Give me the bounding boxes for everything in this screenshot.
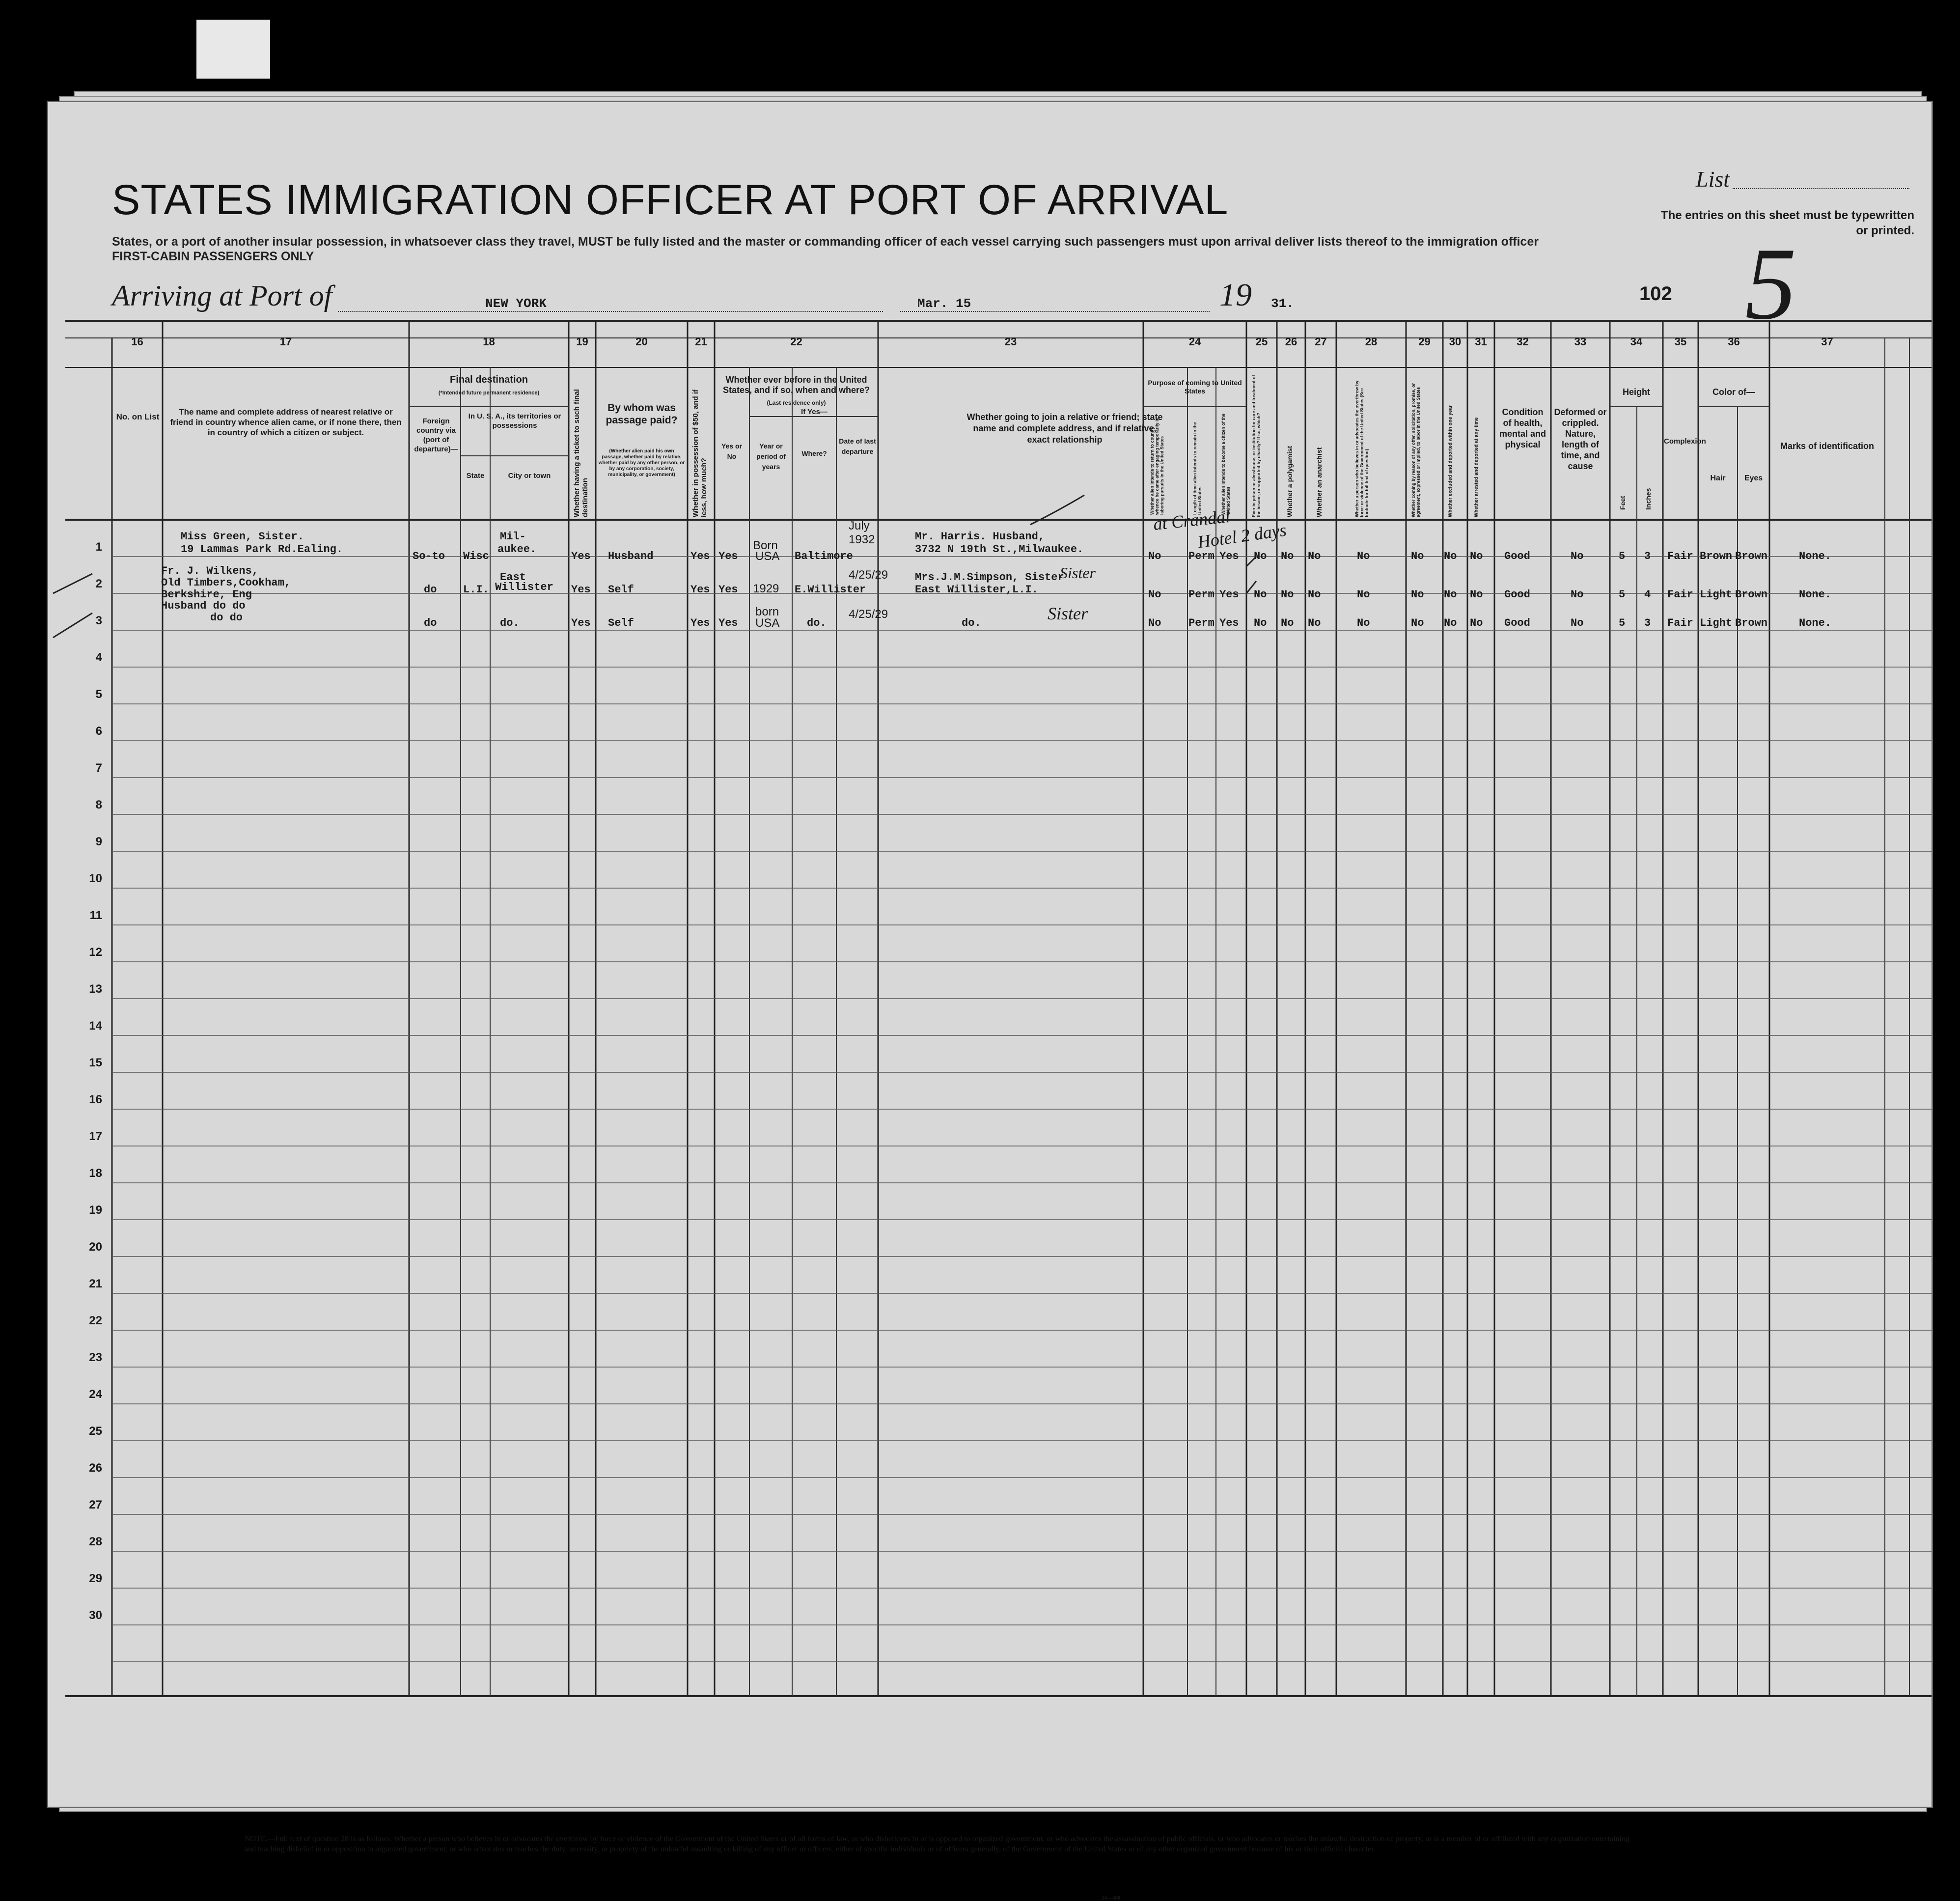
header-col-18-sub: (*Intended future permanent residence) [438, 390, 540, 396]
row-number: 11 [89, 909, 102, 922]
row-number: 9 [95, 835, 102, 848]
row-number: 16 [89, 1093, 102, 1106]
row-number: 15 [89, 1056, 102, 1069]
prison: No [1254, 550, 1267, 562]
ticket: Yes [571, 617, 591, 629]
row-number: 23 [89, 1351, 102, 1364]
complexion: Fair [1667, 617, 1693, 629]
handwritten-note: at Crandal [1152, 506, 1231, 534]
joining-name: do. [962, 617, 981, 629]
row-number: 17 [89, 1130, 102, 1143]
dest-city: do. [500, 617, 520, 629]
last-departure: 4/25/29 [849, 568, 888, 582]
citizen-intent: Yes [1219, 550, 1239, 562]
col-number: 17 [279, 335, 292, 348]
hair-color: Brown [1700, 550, 1733, 562]
col-number: 20 [635, 335, 648, 348]
dest-state: Wisc [463, 550, 489, 562]
polygamist: No [1281, 550, 1294, 562]
row-number: 24 [89, 1388, 102, 1401]
eye-color: Brown [1735, 588, 1768, 601]
health: Good [1504, 550, 1530, 562]
complexion: Fair [1667, 550, 1693, 562]
header-col-22-year: Year or period of years [756, 442, 786, 471]
port-field-line [338, 311, 883, 312]
row-number: 18 [89, 1167, 102, 1180]
col-number: 30 [1449, 335, 1462, 348]
sheet-number: 5 [1745, 227, 1796, 341]
relative-address: 19 Lammas Park Rd.Ealing. [181, 543, 343, 556]
joining-address: 3732 N 19th St.,Milwaukee. [915, 543, 1084, 556]
excluded: No [1444, 617, 1457, 629]
row-number: 27 [89, 1498, 102, 1511]
height-inches: 4 [1644, 588, 1651, 601]
header-col-28: Whether a person who believes in or advocates the overthrow by force or violence of the Government of the United States (See footnote for full text of question) [1354, 380, 1369, 517]
header-col-18-usa: In U. S. A., its territories or possessions [468, 412, 561, 430]
col-number: 29 [1418, 335, 1431, 348]
col-number: 16 [131, 335, 143, 348]
year-before-cont: USA [755, 550, 780, 563]
header-col-27: Whether an anarchist [1315, 447, 1323, 517]
height-inches: 3 [1644, 617, 1651, 629]
relative-address-cont: Berkshire, Eng [161, 588, 252, 601]
handwritten-note: Sister [1048, 604, 1088, 623]
header-col-24-length: Length of time alien intends to remain in the United States [1192, 421, 1202, 515]
row-number: 10 [89, 872, 102, 885]
col-number: 27 [1315, 335, 1327, 348]
complexion: Fair [1667, 588, 1693, 601]
header-col-20: By whom was passage paid? [606, 402, 678, 426]
header-col-18-foreign: Foreign country via (port of departure)— [414, 417, 458, 453]
before-in-us: Yes [718, 617, 738, 629]
col-number: 21 [695, 335, 707, 348]
form-number: 14—480 [1102, 1895, 1121, 1901]
stamp-number: 102 [1639, 283, 1672, 305]
col-number: 31 [1475, 335, 1487, 348]
header-col-18-city: City or town [508, 472, 551, 480]
header-col-23: Whether going to join a relative or friend; state name and complete address, and if relative, exact relationship [966, 412, 1163, 445]
dest-city: Mil- [500, 531, 526, 543]
row-number: 3 [95, 614, 102, 627]
col-number: 18 [483, 335, 495, 348]
deformed: No [1571, 617, 1584, 629]
citizen-intent: Yes [1219, 588, 1239, 601]
row-number: 19 [89, 1203, 102, 1217]
header-col-18-state: State [466, 472, 485, 480]
foreign-port: do [424, 617, 437, 629]
row-number: 6 [95, 725, 102, 738]
anarchist: No [1308, 550, 1321, 562]
table-grid [48, 102, 1932, 1807]
col-number: 36 [1728, 335, 1740, 348]
header-col-17: The name and complete address of nearest relative or friend in country whence alien came, or if none there, then in country of which a citizen or subject. [170, 407, 402, 437]
polygamist: No [1281, 617, 1294, 629]
header-col-24: Purpose of coming to United States [1148, 379, 1242, 395]
money: Yes [690, 550, 710, 562]
header-col-18: Final destination [450, 374, 528, 385]
row-number: 2 [95, 577, 102, 590]
header-col-34-feet: Feet [1619, 496, 1627, 510]
excluded: No [1444, 550, 1457, 562]
manifest-sheet [47, 101, 1933, 1901]
header-col-32: Condition of health, mental and physical [1499, 407, 1546, 449]
foreign-port: do [424, 584, 437, 596]
return-intent: No [1148, 617, 1161, 629]
length-of-stay: Perm [1188, 617, 1215, 629]
labor-offer: No [1411, 550, 1424, 562]
year-suffix: 31. [1271, 296, 1294, 311]
eye-color: Brown [1735, 617, 1768, 629]
header-col-21: Whether in possession of $50, and if less, how much? [691, 389, 708, 517]
health: Good [1504, 588, 1530, 601]
header-col-35: Complexion [1664, 437, 1706, 446]
header-col-31: Whether arrested and deported at any time [1474, 417, 1479, 517]
relative-address: Old Timbers,Cookham, [161, 577, 291, 589]
first-cabin-label: FIRST-CABIN PASSENGERS ONLY [112, 250, 314, 263]
row-number: 22 [89, 1314, 102, 1327]
header-col-25: Ever in prison or almshouse, or institution for care and treatment of the insane, or supported by charity? If so, which? [1251, 375, 1261, 517]
year-before: 1929 [753, 582, 779, 595]
prison: No [1254, 588, 1267, 601]
identification-marks: None. [1799, 617, 1832, 629]
row-number: 4 [95, 651, 102, 664]
height-feet: 5 [1619, 550, 1626, 562]
hair-color: Light [1700, 617, 1733, 629]
where-before: do. [807, 617, 827, 629]
money: Yes [690, 584, 710, 596]
last-departure-cont: 1932 [849, 533, 875, 546]
header-col-30: Whether excluded and deported within one year [1448, 405, 1453, 517]
health: Good [1504, 617, 1530, 629]
header-col-36-eyes: Eyes [1744, 474, 1763, 482]
deformed: No [1571, 588, 1584, 601]
year-prefix: 19 [1219, 277, 1252, 313]
identification-marks: None. [1799, 550, 1832, 562]
header-col-22-sub: (Last residence only) [767, 399, 826, 406]
col-number: 24 [1188, 335, 1201, 348]
relative-name: Husband do do [161, 600, 246, 612]
where-before: E.Willister [795, 584, 866, 596]
document-title: STATES IMMIGRATION OFFICER AT PORT OF ARRIVAL [112, 176, 1229, 224]
year-before: Born [753, 539, 778, 552]
passage-paid-by: Self [608, 584, 634, 596]
header-no-on-list: No. on List [116, 412, 160, 421]
relative-name: Fr. J. Wilkens, [161, 565, 259, 577]
col-number: 37 [1821, 335, 1833, 348]
header-col-22-yesno: Yes or No [721, 442, 743, 460]
header-col-24-citizen: Whether alien intends to become a citizen of the United States [1221, 413, 1231, 515]
ticket: Yes [571, 550, 591, 562]
excluded: No [1444, 588, 1457, 601]
header-col-29: Whether coming by reason of any offer, solicitation, promise, or agreement, expressed or implied, to labor in the United States [1411, 383, 1421, 517]
eye-color: Brown [1735, 550, 1768, 562]
col-number: 28 [1365, 335, 1378, 348]
handwritten-note: Hotel 2 days [1196, 520, 1288, 552]
labor-offer: No [1411, 617, 1424, 629]
joining-name: Mr. Harris. Husband, [915, 531, 1045, 543]
header-col-22-ifyes: If Yes— [801, 408, 828, 416]
header-col-19: Whether having a ticket to such final destination [573, 389, 589, 517]
return-intent: No [1148, 588, 1161, 601]
col-number: 26 [1285, 335, 1297, 348]
overthrow: No [1357, 588, 1370, 601]
polygamist: No [1281, 588, 1294, 601]
prison: No [1254, 617, 1267, 629]
list-label: List [1696, 167, 1730, 192]
row-number: 1 [95, 540, 102, 554]
header-col-34: Height [1623, 387, 1650, 397]
relative-address: do do [210, 612, 243, 624]
anarchist: No [1308, 617, 1321, 629]
overthrow: No [1357, 617, 1370, 629]
header-col-37: Marks of identification [1780, 441, 1875, 451]
where-before: Baltimore [795, 550, 853, 562]
row-number: 29 [89, 1572, 102, 1585]
row-number: 8 [95, 798, 102, 811]
header-col-26: Whether a polygamist [1286, 446, 1294, 517]
hair-color: Light [1700, 588, 1733, 601]
row-number: 14 [89, 1019, 102, 1033]
citizen-intent: Yes [1219, 617, 1239, 629]
header-col-20-sub: (Whether alien paid his own passage, whether paid by relative, whether paid by any other person, or by any corporation, society, municipality, or government) [598, 448, 685, 477]
col-number: 25 [1255, 335, 1268, 348]
footnote: NOTE.—Full text of question 28 is as follows: Whether a person who believes in or advocates the overthrow by force or violence of the Government of the United States or of all forms of law, or who disbelieves in or is opposed to organized government, or who advocates the assassination of public officials, or who advocates or teaches the unlawful destruction of property, or is a member of or affiliated with any organization entertaining and teaching disbelief in or opposition to organized government, or who advocates or teaches the duty, necessity, or propriety of the unlawful assaulting or killing of any officer or officers, either of specific individuals or of officers generally, of the Government of the United States or of any other organized government because of his or their official character. [245, 1835, 1629, 1853]
row-number: 25 [89, 1425, 102, 1438]
row-number: 30 [89, 1609, 102, 1622]
year-before-cont: USA [755, 616, 780, 630]
date-value: Mar. 15 [917, 296, 971, 311]
deported: No [1470, 617, 1483, 629]
header-col-22-where: Where? [801, 449, 827, 457]
col-number: 19 [576, 335, 588, 348]
passage-paid-by: Husband [608, 550, 654, 562]
header-col-24-return: Whether alien intends to return to country whence he came after engaging temporarily in laboring pursuits in the United States [1150, 417, 1164, 515]
overthrow: No [1357, 550, 1370, 562]
dest-city: East [500, 571, 526, 584]
instruction-line: States, or a port of another insular possession, in whatsoever class they travel, MUST be fully listed and the master or commanding officer of each vessel carrying such passengers must upon arrival deliver lists thereof to the immigration officer [112, 235, 1539, 249]
passage-paid-by: Self [608, 617, 634, 629]
col-number: 23 [1004, 335, 1017, 348]
anarchist: No [1308, 588, 1321, 601]
money: Yes [690, 617, 710, 629]
col-number: 34 [1630, 335, 1643, 348]
port-value: NEW YORK [485, 296, 547, 311]
col-number: 33 [1574, 335, 1587, 348]
row-number: 5 [95, 688, 102, 701]
header-col-33: Deformed or crippled. Nature, length of time, and cause [1554, 407, 1607, 471]
foreign-port: So-to [413, 550, 445, 562]
dest-city-cont: aukee. [497, 543, 537, 556]
deformed: No [1571, 550, 1584, 562]
dest-state: L.I. [463, 584, 489, 596]
row-number: 26 [89, 1461, 102, 1475]
return-intent: No [1148, 550, 1161, 562]
row-number: 20 [89, 1240, 102, 1254]
header-col-34-inches: Inches [1644, 488, 1652, 510]
joining-address: East Willister,L.I. [915, 584, 1038, 596]
last-departure: July [849, 519, 870, 532]
date-field-line [900, 311, 1210, 312]
before-in-us: Yes [718, 584, 738, 596]
length-of-stay: Perm [1188, 588, 1215, 601]
ticket: Yes [571, 584, 591, 596]
length-of-stay: Perm [1188, 550, 1215, 562]
deported: No [1470, 588, 1483, 601]
typewritten-note: The entries on this sheet must be typewritten or printed. [1660, 209, 1914, 237]
height-feet: 5 [1619, 588, 1626, 601]
row-number: 12 [89, 946, 102, 959]
dest-city-cont: Willister [495, 581, 553, 593]
row-number: 28 [89, 1535, 102, 1548]
header-col-22-date: Date of last departure [839, 437, 876, 455]
handwritten-note: Sister [1060, 564, 1096, 582]
last-departure: 4/25/29 [849, 608, 888, 621]
row-number: 21 [89, 1277, 102, 1290]
joining-name: Mrs.J.M.Simpson, Sister [915, 571, 1064, 584]
row-number: 13 [89, 982, 102, 996]
identification-marks: None. [1799, 588, 1832, 601]
deported: No [1470, 550, 1483, 562]
arriving-label: Arriving at Port of [112, 280, 332, 312]
col-number: 22 [790, 335, 802, 348]
col-number: 35 [1674, 335, 1687, 348]
torn-tab [196, 20, 270, 79]
col-number: 32 [1517, 335, 1529, 348]
height-feet: 5 [1619, 617, 1626, 629]
relative-name: Miss Green, Sister. [181, 531, 304, 543]
year-before: born [755, 605, 779, 618]
header-col-36: Color of— [1712, 387, 1755, 397]
header-col-22: Whether ever before in the United States, and if so, when and where? [722, 375, 870, 395]
list-field-line [1733, 188, 1909, 189]
before-in-us: Yes [718, 550, 738, 562]
height-inches: 3 [1644, 550, 1651, 562]
header-col-36-hair: Hair [1710, 474, 1726, 482]
labor-offer: No [1411, 588, 1424, 601]
row-number: 7 [95, 761, 102, 775]
